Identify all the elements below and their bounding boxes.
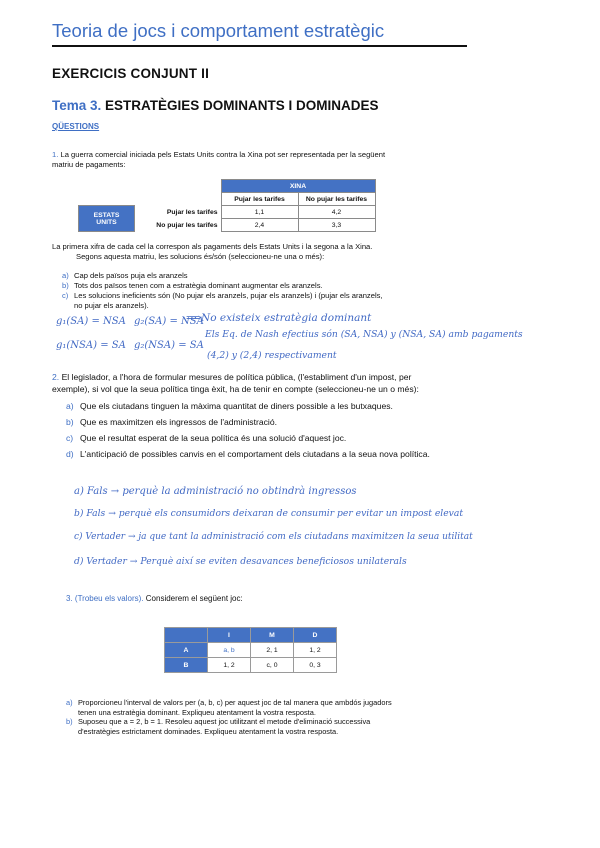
game-cell: a, b bbox=[208, 643, 251, 658]
handwritten-answer: a) Fals → perquè la administració no obtindrà ingressos bbox=[74, 486, 357, 497]
option-letter: a) bbox=[66, 401, 74, 411]
matrix-note bbox=[52, 242, 372, 262]
matrix-col-player: XINA bbox=[221, 180, 375, 193]
game-col-label: D bbox=[294, 628, 337, 643]
matrix-note-line1: La primera xifra de cada cel la correspon als pagaments dels Estats Units i la segona a la Xina. bbox=[52, 242, 373, 251]
handwritten-note: (4,2) y (2,4) respectivament bbox=[207, 350, 337, 361]
option-text: Cap dels països puja els aranzels bbox=[74, 271, 188, 280]
option-text: Les solucions ineficients són (No pujar els aranzels, pujar els aranzels) i (pujar els aranzels, bbox=[74, 291, 383, 300]
option-letter: d) bbox=[66, 449, 74, 459]
option-item bbox=[66, 717, 446, 727]
question-3-hint: (Trobeu els valors). bbox=[74, 594, 144, 603]
question-1-number: 1. bbox=[52, 150, 59, 159]
option-item bbox=[62, 271, 383, 281]
question-3 bbox=[66, 594, 243, 603]
option-item bbox=[66, 398, 430, 414]
matrix-row-player bbox=[79, 206, 135, 232]
handwritten-note: g₂(NSA) = SA bbox=[134, 340, 204, 351]
handwritten-note: ⟹No existeix estratègia dominant bbox=[186, 312, 372, 324]
option-letter: b) bbox=[62, 281, 69, 290]
option-text: Que es maximitzen els ingressos de l'administració. bbox=[80, 417, 277, 427]
option-item bbox=[62, 281, 383, 291]
question-2-options bbox=[66, 398, 430, 462]
matrix-row-player-line1: ESTATS bbox=[93, 211, 120, 219]
handwritten-note: Els Eq. de Nash efectius són (SA, NSA) y (NSA, SA) amb pagaments bbox=[205, 329, 523, 340]
question-1 bbox=[52, 150, 392, 170]
game-row-label: A bbox=[165, 643, 208, 658]
topic-heading bbox=[52, 98, 379, 113]
matrix-cell: 2,4 bbox=[221, 219, 298, 232]
handwritten-note: g₁(NSA) = SA bbox=[56, 340, 126, 351]
option-letter: b) bbox=[66, 717, 73, 726]
handwritten-note: g₁(SA) = NSA bbox=[56, 316, 126, 327]
matrix-cell: 3,3 bbox=[298, 219, 375, 232]
option-item bbox=[66, 430, 430, 446]
option-text: d'estratègies estrictament dominades. Expliqueu atentament la vostra resposta. bbox=[78, 726, 339, 736]
matrix-row-strategy: No pujar les tarifes bbox=[156, 221, 218, 229]
option-text: Que els ciutadans tinguen la màxima quantitat de diners possible a les butxaques. bbox=[80, 401, 393, 411]
matrix-note-line2: Segons aquesta matriu, les solucions és/són (seleccioneu-ne una o més): bbox=[76, 252, 325, 261]
option-letter: a) bbox=[66, 698, 73, 707]
game-cell: 2, 1 bbox=[251, 643, 294, 658]
option-text: no pujar els aranzels). bbox=[74, 301, 149, 310]
option-text: Suposeu que a = 2, b = 1. Resoleu aquest joc utilitzant el metode d'eliminació successiva bbox=[78, 717, 371, 726]
option-letter: b) bbox=[66, 417, 74, 427]
option-letter: a) bbox=[62, 271, 69, 280]
matrix-cell: 4,2 bbox=[298, 206, 375, 219]
option-text: Tots dos països tenen com a estratègia dominant augmentar els aranzels. bbox=[74, 281, 323, 290]
document-title: Teoria de jocs i comportament estratègic bbox=[52, 20, 385, 41]
game-cell-c: c, 0 bbox=[251, 658, 294, 673]
game-row-label: B bbox=[165, 658, 208, 673]
option-text: Que el resultat esperat de la seua política és una solució d'aquest joc. bbox=[80, 433, 347, 443]
question-2 bbox=[52, 372, 442, 395]
question-1-text: La guerra comercial iniciada pels Estats Units contra la Xina pot ser representada per la següent matriu de pagaments: bbox=[52, 150, 386, 169]
matrix-col-strategy: No pujar les tarifes bbox=[298, 193, 375, 206]
questions-label: QÜESTIONS bbox=[52, 122, 100, 131]
option-item bbox=[62, 301, 383, 311]
question-3-options bbox=[66, 698, 446, 736]
payoff-matrix-1 bbox=[78, 179, 376, 232]
handwritten-answer: d) Vertader → Perquè així se eviten desavances beneficiosos unilaterals bbox=[74, 556, 407, 567]
handwritten-answer: b) Fals → perquè els consumidors deixaran de consumir per evitar un impost elevat bbox=[74, 508, 464, 519]
game-cell: 1, 2 bbox=[294, 643, 337, 658]
option-item bbox=[66, 727, 446, 737]
topic-title: ESTRATÈGIES DOMINANTS I DOMINADES bbox=[105, 98, 379, 113]
handwritten-answer: c) Vertader → ja que tant la administració com els ciutadans maximitzen la seua utilitat bbox=[74, 532, 473, 542]
section-subtitle: EXERCICIS CONJUNT II bbox=[52, 66, 210, 81]
game-cell: 0, 3 bbox=[294, 658, 337, 673]
question-2-text: El legislador, a l'hora de formular mesures de política pública, (l'establiment d'un impost, per exemple), si vol que la seua política tinga èxit, ha de tenir en compte (seleccioneu-ne un o més): bbox=[52, 372, 419, 394]
option-letter: c) bbox=[66, 433, 74, 443]
option-text: tenen una estratègia dominant. Expliqueu atentament la vostra resposta. bbox=[78, 707, 316, 717]
title-divider bbox=[52, 45, 467, 47]
game-col-label: I bbox=[208, 628, 251, 643]
matrix-row-player-line2: UNITS bbox=[96, 218, 117, 226]
question-2-number: 2. bbox=[52, 372, 60, 382]
matrix-cell: 1,1 bbox=[221, 206, 298, 219]
question-1-options bbox=[62, 271, 383, 311]
game-cell: 1, 2 bbox=[208, 658, 251, 673]
question-3-number: 3. bbox=[66, 594, 73, 603]
game-matrix-3 bbox=[164, 627, 337, 673]
matrix-row-strategy: Pujar les tarifes bbox=[166, 208, 218, 216]
option-item bbox=[66, 698, 446, 708]
option-item bbox=[62, 291, 383, 301]
option-text: L'anticipació de possibles canvis en el comportament dels ciutadans a la seua nova política. bbox=[80, 449, 430, 459]
game-col-label: M bbox=[251, 628, 294, 643]
handwritten-note: g₂(SA) = NSA bbox=[134, 316, 204, 327]
question-3-text: Considerem el següent joc: bbox=[145, 594, 243, 603]
option-text: Proporcioneu l'interval de valors per (a, b, c) per aquest joc de tal manera que ambdós jugadors bbox=[78, 698, 392, 707]
option-letter: c) bbox=[62, 291, 69, 300]
matrix-col-strategy: Pujar les tarifes bbox=[221, 193, 298, 206]
topic-number: Tema 3. bbox=[52, 98, 102, 113]
option-item bbox=[66, 446, 430, 462]
option-item bbox=[66, 708, 446, 718]
option-item bbox=[66, 414, 430, 430]
